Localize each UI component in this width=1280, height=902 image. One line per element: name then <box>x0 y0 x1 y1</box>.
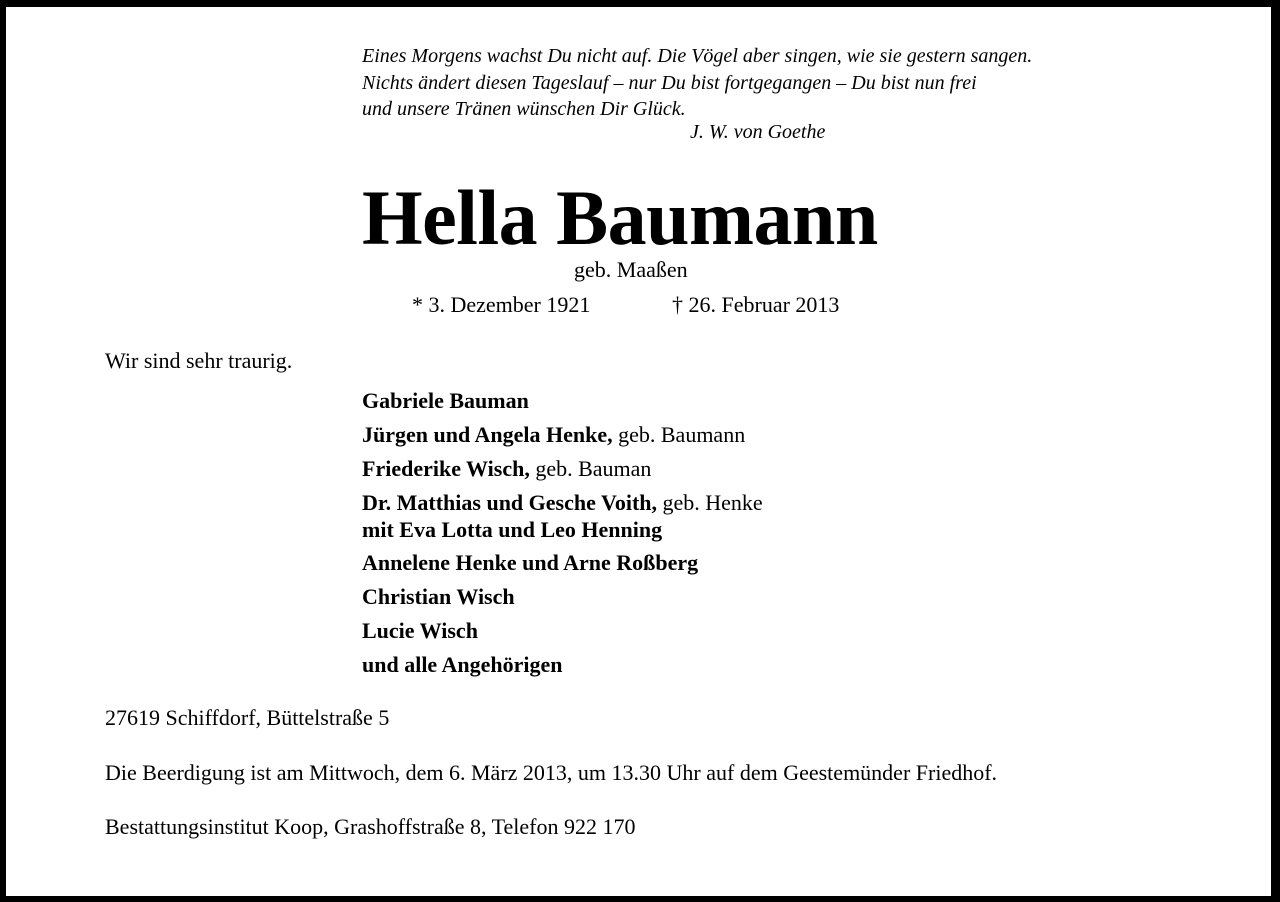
mourner-name: Christian Wisch <box>362 584 515 609</box>
mourner-line <box>362 388 529 414</box>
deceased-name: Hella Baumann <box>362 174 878 261</box>
mourner-name: mit Eva Lotta und Leo Henning <box>362 517 663 542</box>
mourner-line <box>362 422 745 448</box>
mourner-name: Gabriele Bauman <box>362 388 529 413</box>
mourner-line <box>362 550 698 576</box>
mourner-line <box>362 456 651 482</box>
intro-text: Wir sind sehr traurig. <box>105 348 293 373</box>
quote-author: J. W. von Goethe <box>690 121 826 143</box>
mourner-name: Annelene Henke und Arne Roßberg <box>362 550 699 575</box>
maiden-name: geb. Maaßen <box>574 257 688 282</box>
funeral-text: Die Beerdigung ist am Mittwoch, dem 6. März 2013, um 13.30 Uhr auf dem Geestemünder Friedhof. <box>105 760 998 785</box>
mourner-suffix: geb. Henke <box>657 490 763 515</box>
quote-line-2: Nichts ändert diesen Tageslauf – nur Du bist fortgegangen – Du bist nun frei <box>362 72 977 94</box>
mourner-name: Dr. Matthias und Gesche Voith, <box>362 490 658 515</box>
mourner-name: Friederike Wisch, <box>362 456 530 481</box>
mourner-name: und alle Angehörigen <box>362 652 563 677</box>
mourner-name: Jürgen und Angela Henke, <box>362 422 613 447</box>
mourner-suffix: geb. Bauman <box>529 456 652 481</box>
undertaker-text: Bestattungsinstitut Koop, Grashoffstraße 8, Telefon 922 170 <box>105 814 636 839</box>
mourner-line <box>362 618 478 644</box>
quote-line-3: und unsere Tränen wünschen Dir Glück. <box>362 98 686 120</box>
mourner-line <box>362 517 662 543</box>
address-text: 27619 Schiffdorf, Büttelstraße 5 <box>105 705 390 730</box>
mourner-suffix: geb. Baumann <box>612 422 746 447</box>
death-date: † 26. Februar 2013 <box>672 292 840 317</box>
quote-line-1: Eines Morgens wachst Du nicht auf. Die Vögel aber singen, wie sie gestern sangen. <box>362 45 1033 67</box>
mourner-line <box>362 584 515 610</box>
birth-date: * 3. Dezember 1921 <box>412 292 591 317</box>
mourner-line <box>362 652 562 678</box>
mourner-name: Lucie Wisch <box>362 618 478 643</box>
mourner-line <box>362 490 763 516</box>
